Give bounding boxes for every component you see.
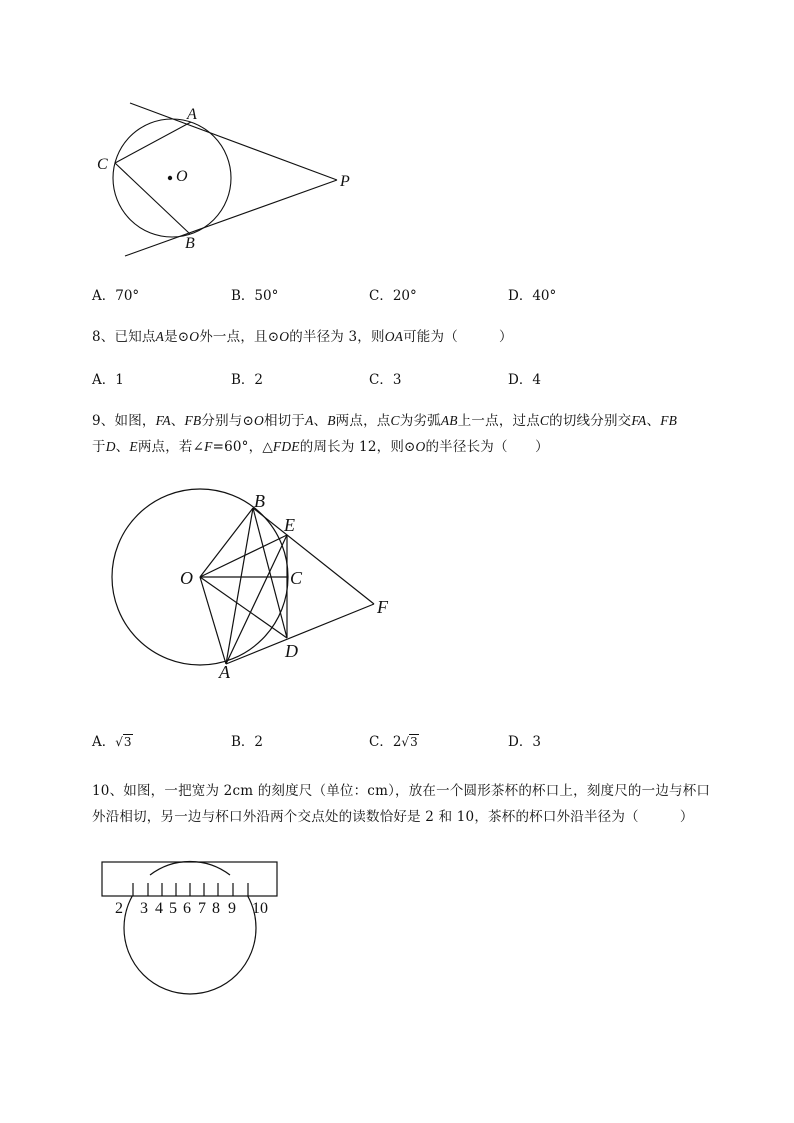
q7-option-a[interactable]: A．70° [92, 288, 140, 304]
q7-chord-ca [115, 122, 191, 163]
q10-tick-2: 2 [115, 900, 123, 917]
q9-segment-od [200, 577, 287, 638]
q9-segment-ob [200, 508, 253, 577]
sqrt-sign: √3 [115, 735, 132, 749]
q9-var: AB [440, 413, 458, 428]
q8-option-a[interactable]: A．1 [92, 372, 124, 388]
q8-text: 已知点 [114, 329, 156, 345]
q9-segment-bd [253, 508, 287, 638]
q8-var: O [189, 329, 200, 344]
q9-question-line1 [92, 409, 677, 429]
q10-tick-5: 5 [169, 900, 177, 917]
q9-circle [112, 489, 288, 665]
q9-text: 两点，点 [335, 413, 391, 429]
q10-cup-circle [124, 862, 256, 994]
q9-var: FA [155, 413, 171, 428]
q9-label-o: O [180, 568, 193, 588]
q9-text: 的周长为 12，则⊙ [299, 439, 416, 455]
q9-text: 两点，若∠ [137, 439, 205, 455]
q9-label-e: E [284, 515, 295, 535]
q9-tangent-fb [253, 508, 374, 604]
q10-tick-10: 10 [252, 900, 268, 917]
q9-option-b[interactable]: B．2 [231, 734, 264, 750]
q9-label-c: C [290, 568, 303, 588]
q9-text: 、 [313, 413, 328, 429]
q7-tangent-pb [125, 180, 337, 256]
q9-var: FA [631, 413, 647, 428]
q9-var: F [204, 439, 213, 454]
q9-option-a-prefix: A． [92, 734, 116, 750]
q9-var: FB [184, 413, 202, 428]
q7-tangent-pa [130, 103, 337, 180]
q10-cup-arc-top [150, 861, 230, 875]
q9-var: FDE [272, 439, 300, 454]
q9-text: 、 [115, 439, 130, 455]
q8-question [92, 325, 513, 345]
q9-var: O [254, 413, 264, 428]
q9-label-a: A [219, 662, 230, 682]
q9-option-a-radicand: 3 [123, 735, 132, 749]
q10-tick-9: 9 [228, 900, 236, 917]
q7-chord-cb [115, 163, 190, 234]
q7-label-o: O [176, 168, 188, 185]
q7-label-b: B [185, 235, 195, 252]
q9-number: 9、 [92, 413, 115, 429]
q10-ruler [102, 862, 277, 896]
q7-option-d[interactable]: D．40° [508, 288, 557, 304]
q9-segment-ae [226, 535, 287, 664]
q9-text: 于 [92, 439, 106, 455]
q9-var: C [539, 413, 550, 428]
q9-text: 的切线分别交 [549, 413, 632, 429]
q9-text: 如图， [114, 413, 156, 429]
q7-label-a: A [187, 106, 197, 123]
q10-question-line2: 外沿相切，另一边与杯口外沿两个交点处的读数恰好是 2 和 10，茶杯的杯口外沿半径为（ ） [92, 809, 694, 825]
q9-var: E [129, 439, 138, 454]
q10-tick-8: 8 [212, 900, 220, 917]
q9-segment-oe [200, 535, 287, 577]
q8-option-b[interactable]: B．2 [231, 372, 264, 388]
q9-var: O [415, 439, 426, 454]
q10-question-line1: 10、如图，一把宽为 2cm 的刻度尺（单位：cm），放在一个圆形茶杯的杯口上，刻度尺的一边与杯口 [92, 783, 711, 799]
q9-var: A [305, 413, 314, 428]
q9-option-c[interactable] [369, 730, 419, 750]
q9-tangent-fa [226, 604, 374, 664]
q9-text: 、 [170, 413, 185, 429]
q8-var: A [155, 329, 165, 344]
q8-number: 8、 [92, 329, 115, 345]
q7-label-c: C [97, 156, 108, 173]
q9-label-f: F [377, 597, 388, 617]
q9-option-d[interactable]: D．3 [508, 734, 541, 750]
q8-var: OA [384, 329, 404, 344]
q8-option-d[interactable]: D．4 [508, 372, 541, 388]
q10-tick-3: 3 [140, 900, 148, 917]
q7-circle [113, 119, 231, 237]
q9-text: 为劣弧 [399, 413, 441, 429]
q7-option-c[interactable]: C．20° [369, 288, 417, 304]
sqrt-sign: √3 [401, 735, 418, 749]
q8-option-c[interactable]: C．3 [369, 372, 402, 388]
q10-tick-4: 4 [155, 900, 163, 917]
q9-label-b: B [254, 491, 265, 511]
q9-text: 、 [646, 413, 661, 429]
q9-option-c-radicand: 3 [410, 735, 418, 749]
q9-var: B [327, 413, 336, 428]
q9-var: FB [660, 413, 678, 428]
q9-option-a[interactable] [92, 730, 133, 750]
q7-option-b[interactable]: B．50° [231, 288, 279, 304]
q8-text: 是⊙ [164, 329, 190, 345]
q9-question-line2 [92, 435, 549, 455]
q8-text: 外一点，且⊙ [199, 329, 280, 345]
q9-text: 上一点，过点 [457, 413, 540, 429]
q9-option-c-prefix: C．2 [369, 734, 402, 750]
q9-var: D [105, 439, 116, 454]
q9-text: 分别与⊙ [201, 413, 254, 429]
q8-var: O [279, 329, 290, 344]
q8-text: 可能为（ ） [403, 329, 513, 345]
q10-ruler-ticks [133, 883, 248, 896]
q7-label-p: P [340, 173, 350, 190]
q7-center-dot [168, 176, 172, 180]
q9-segment-oa [200, 577, 226, 664]
q8-text: 的半径为 3，则 [289, 329, 385, 345]
q9-segment-ab [226, 508, 253, 664]
q9-text: =60°，△ [212, 439, 273, 455]
q10-tick-7: 7 [198, 900, 206, 917]
q9-text: 的半径长为（ ） [425, 439, 549, 455]
q9-text: 相切于 [263, 413, 306, 429]
q9-label-d: D [285, 641, 298, 661]
q9-var: C [390, 413, 400, 428]
q10-tick-6: 6 [183, 900, 191, 917]
